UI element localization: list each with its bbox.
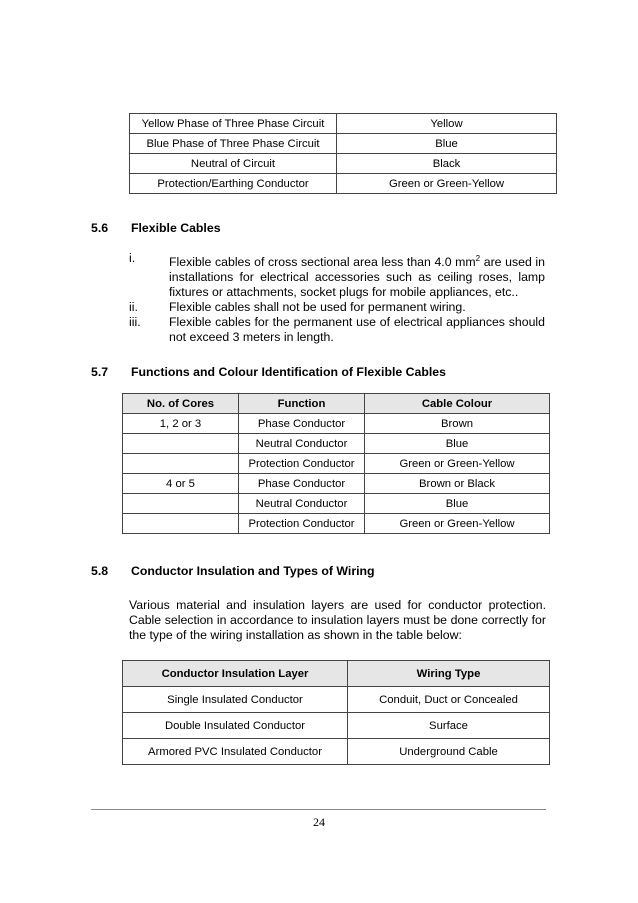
section-number: 5.8 (91, 564, 109, 578)
column-header: Wiring Type (348, 661, 550, 687)
section-number: 5.7 (91, 365, 109, 379)
table-row (123, 414, 550, 434)
table-cell (123, 514, 239, 534)
table-cell: Blue (337, 134, 557, 154)
body-paragraph: Various material and insulation layers are used for conductor protection. Cable selection in accordance to insulation layers must be done correctly for the type of the wiring installation as shown in the table below: (129, 598, 546, 642)
table-cell: Neutral Conductor (239, 494, 365, 514)
table-cell: Phase Conductor (239, 474, 365, 494)
table-row (123, 494, 550, 514)
flexible-cables-list (129, 251, 545, 345)
table-row (130, 174, 557, 194)
insulation-wiring-table (122, 660, 550, 765)
list-item-text: Flexible cables shall not be used for permanent wiring. (169, 300, 466, 315)
table-cell: Single Insulated Conductor (123, 687, 348, 713)
list-marker: iii. (129, 315, 141, 330)
list-item (129, 315, 545, 345)
table-cell: Protection Conductor (239, 454, 365, 474)
table-cell: Green or Green-Yellow (337, 174, 557, 194)
section-number: 5.6 (91, 221, 109, 235)
table-cell: Brown (365, 414, 550, 434)
table-cell (123, 434, 239, 454)
table-cell: Armored PVC Insulated Conductor (123, 739, 348, 765)
table-cell: Brown or Black (365, 474, 550, 494)
colour-code-table (129, 113, 557, 194)
table-row (123, 514, 550, 534)
table-cell: Yellow (337, 114, 557, 134)
table-header-row (123, 661, 550, 687)
table-cell: Conduit, Duct or Concealed (348, 687, 550, 713)
list-item (129, 251, 545, 300)
list-marker: ii. (129, 300, 138, 315)
table-row (123, 434, 550, 454)
table-row (123, 713, 550, 739)
table-row (130, 134, 557, 154)
table-cell (123, 494, 239, 514)
table-cell: Neutral of Circuit (130, 154, 337, 174)
footer-divider (91, 809, 546, 810)
list-item-text: Flexible cables for the permanent use of electrical appliances should not exceed 3 meters in length. (169, 315, 545, 345)
table-cell: Blue (365, 434, 550, 454)
table-row (123, 474, 550, 494)
table-row (123, 739, 550, 765)
table-cell: Protection Conductor (239, 514, 365, 534)
list-item (129, 300, 545, 315)
table-cell: Yellow Phase of Three Phase Circuit (130, 114, 337, 134)
column-header: Conductor Insulation Layer (123, 661, 348, 687)
flexible-cable-colour-table (122, 393, 550, 534)
list-item-text: are used in installations for electrical accessories such as ceiling roses, lamp fixtures or attachments, socket plugs for mobile appliances, etc.. (169, 255, 545, 300)
column-header: Function (239, 394, 365, 414)
table-row (123, 454, 550, 474)
table-cell: Phase Conductor (239, 414, 365, 434)
section-title: Conductor Insulation and Types of Wiring (131, 564, 375, 578)
table-header-row (123, 394, 550, 414)
table-cell (123, 454, 239, 474)
column-header: Cable Colour (365, 394, 550, 414)
table-cell: Blue Phase of Three Phase Circuit (130, 134, 337, 154)
table-cell: Surface (348, 713, 550, 739)
table-cell: Black (337, 154, 557, 174)
column-header: No. of Cores (123, 394, 239, 414)
table-cell: 1, 2 or 3 (123, 414, 239, 434)
table-cell: Blue (365, 494, 550, 514)
page-number: 24 (313, 815, 325, 829)
table-cell: Neutral Conductor (239, 434, 365, 454)
superscript: 2 (475, 254, 481, 263)
list-item-text: Flexible cables of cross sectional area less than 4.0 mm (169, 255, 476, 270)
table-cell: 4 or 5 (123, 474, 239, 494)
table-cell: Protection/Earthing Conductor (130, 174, 337, 194)
table-cell: Green or Green-Yellow (365, 514, 550, 534)
table-row (130, 154, 557, 174)
table-row (123, 687, 550, 713)
table-cell: Green or Green-Yellow (365, 454, 550, 474)
table-cell: Double Insulated Conductor (123, 713, 348, 739)
list-marker: i. (129, 251, 136, 265)
section-title: Functions and Colour Identification of Flexible Cables (131, 365, 446, 379)
section-title: Flexible Cables (131, 221, 221, 235)
table-cell: Underground Cable (348, 739, 550, 765)
table-row (130, 114, 557, 134)
